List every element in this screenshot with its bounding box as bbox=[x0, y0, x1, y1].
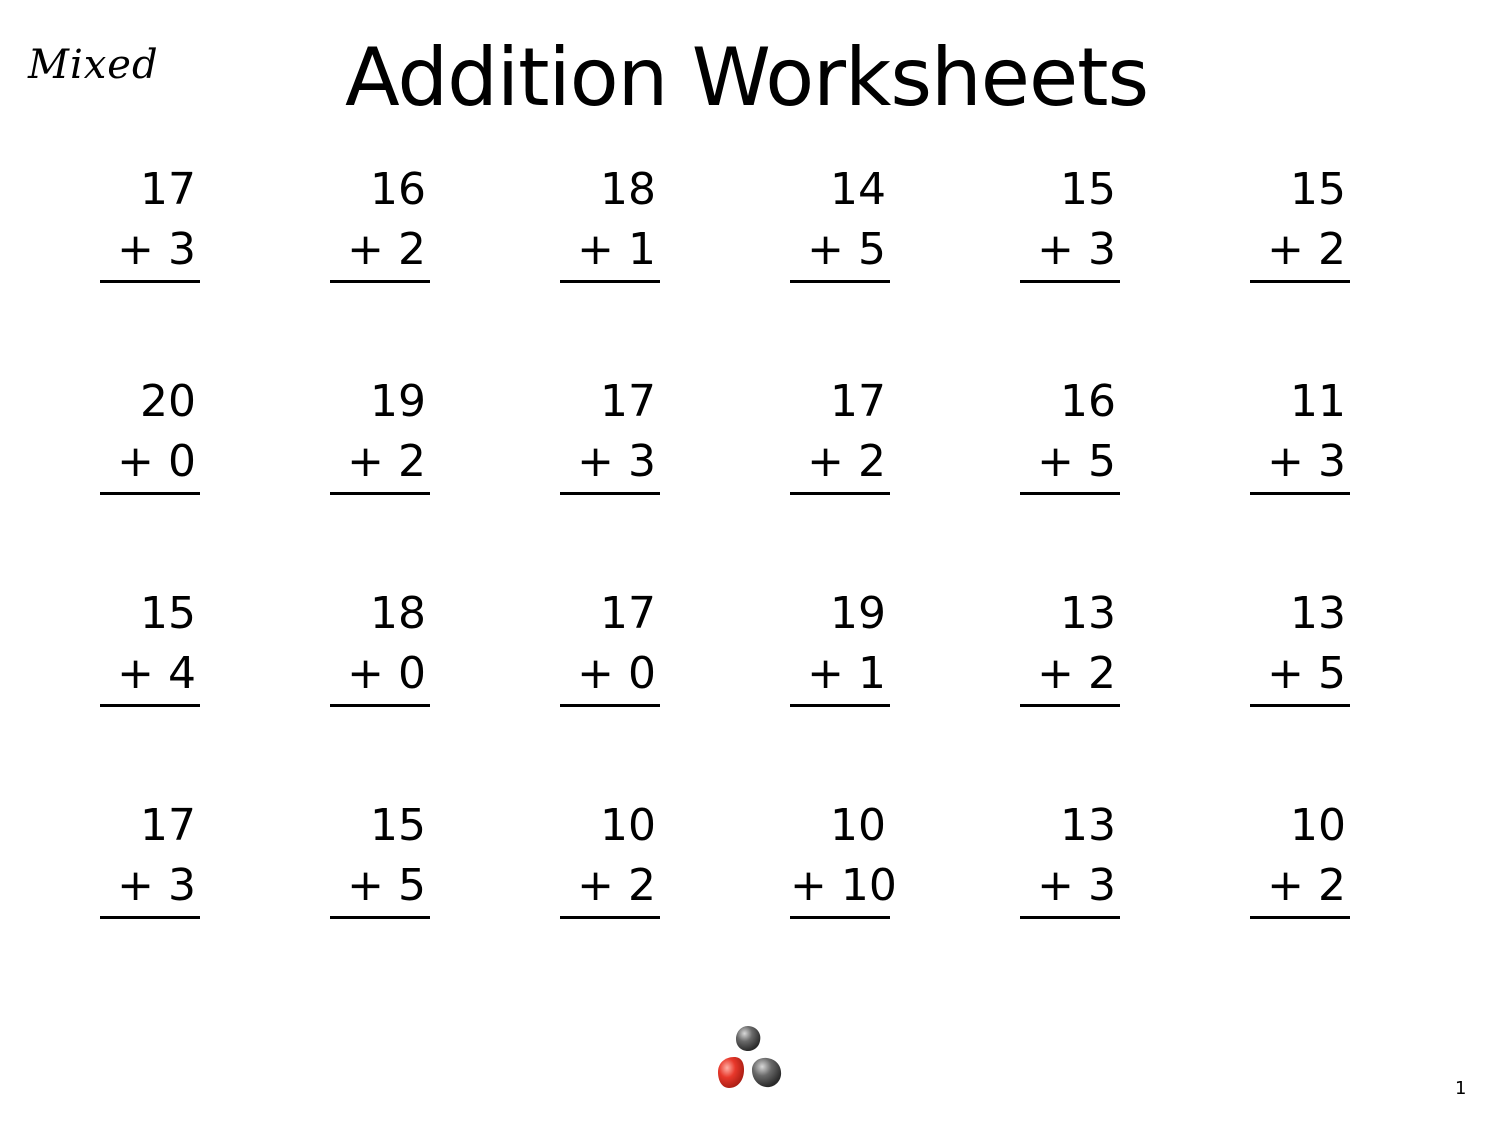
logo-drop-right bbox=[752, 1058, 781, 1087]
problem-addend: + 3 bbox=[1250, 432, 1350, 495]
problem-addend: + 2 bbox=[330, 432, 430, 495]
problem-addend: + 2 bbox=[560, 856, 660, 919]
problem-addend: + 5 bbox=[790, 220, 890, 283]
problem-addend: + 0 bbox=[330, 644, 430, 707]
problem-addend: + 1 bbox=[790, 644, 890, 707]
problem-addend: + 3 bbox=[100, 856, 200, 919]
problem-addend: + 5 bbox=[1020, 432, 1120, 495]
problem-top-number: 10 bbox=[600, 800, 656, 851]
problem-top-number: 18 bbox=[370, 588, 426, 639]
problem-addend: + 1 bbox=[560, 220, 660, 283]
problem-item bbox=[1250, 796, 1350, 1008]
problem-item bbox=[330, 584, 430, 796]
problem-top-number: 16 bbox=[370, 164, 426, 215]
problem-top-number: 11 bbox=[1290, 376, 1346, 427]
problem-item bbox=[330, 160, 430, 372]
problem-top-number: 13 bbox=[1290, 588, 1346, 639]
problem-item bbox=[1020, 796, 1120, 1008]
problem-addend: + 3 bbox=[560, 432, 660, 495]
problem-item bbox=[790, 584, 890, 796]
problem-addend: + 0 bbox=[100, 432, 200, 495]
problem-top-number: 17 bbox=[140, 164, 196, 215]
problem-top-number: 13 bbox=[1060, 588, 1116, 639]
problem-addend: + 2 bbox=[1020, 644, 1120, 707]
problem-item bbox=[790, 372, 890, 584]
problem-grid bbox=[100, 160, 1480, 1008]
problem-addend: + 0 bbox=[560, 644, 660, 707]
problem-top-number: 10 bbox=[830, 800, 886, 851]
problem-item bbox=[1020, 584, 1120, 796]
problem-top-number: 15 bbox=[370, 800, 426, 851]
problem-item bbox=[560, 160, 660, 372]
problem-top-number: 15 bbox=[1290, 164, 1346, 215]
problem-item bbox=[560, 372, 660, 584]
problem-item bbox=[1250, 584, 1350, 796]
problem-addend: + 2 bbox=[1250, 220, 1350, 283]
problem-item bbox=[100, 796, 200, 1008]
problem-item bbox=[560, 796, 660, 1008]
problem-item bbox=[1020, 372, 1120, 584]
worksheet-tag: Mixed bbox=[28, 42, 159, 88]
drops-logo-icon bbox=[710, 1022, 786, 1092]
logo-drop-top bbox=[736, 1026, 760, 1051]
problem-top-number: 17 bbox=[600, 588, 656, 639]
page-number: 1 bbox=[1455, 1078, 1467, 1099]
problem-item bbox=[100, 372, 200, 584]
problem-top-number: 19 bbox=[370, 376, 426, 427]
problem-item bbox=[1250, 160, 1350, 372]
problem-item bbox=[1250, 372, 1350, 584]
problem-top-number: 17 bbox=[830, 376, 886, 427]
problem-item bbox=[330, 796, 430, 1008]
problem-top-number: 19 bbox=[830, 588, 886, 639]
page-title: Addition Worksheets bbox=[345, 31, 1149, 124]
problem-item bbox=[100, 584, 200, 796]
problem-addend: + 3 bbox=[1020, 220, 1120, 283]
problem-item bbox=[330, 372, 430, 584]
problem-item bbox=[560, 584, 660, 796]
problem-addend: + 5 bbox=[1250, 644, 1350, 707]
problem-top-number: 10 bbox=[1290, 800, 1346, 851]
problem-top-number: 17 bbox=[140, 800, 196, 851]
problem-top-number: 14 bbox=[830, 164, 886, 215]
problem-top-number: 15 bbox=[140, 588, 196, 639]
problem-addend: + 2 bbox=[790, 432, 890, 495]
problem-top-number: 15 bbox=[1060, 164, 1116, 215]
problem-addend: + 2 bbox=[1250, 856, 1350, 919]
problem-item bbox=[790, 160, 890, 372]
problem-addend: + 3 bbox=[100, 220, 200, 283]
problem-top-number: 13 bbox=[1060, 800, 1116, 851]
problem-top-number: 17 bbox=[600, 376, 656, 427]
problem-addend: + 4 bbox=[100, 644, 200, 707]
problem-addend: + 10 bbox=[790, 856, 890, 919]
problem-top-number: 16 bbox=[1060, 376, 1116, 427]
problem-addend: + 3 bbox=[1020, 856, 1120, 919]
problem-item bbox=[790, 796, 897, 1008]
problem-top-number: 18 bbox=[600, 164, 656, 215]
problem-addend: + 5 bbox=[330, 856, 430, 919]
problem-item bbox=[100, 160, 200, 372]
problem-addend: + 2 bbox=[330, 220, 430, 283]
problem-top-number: 20 bbox=[140, 376, 196, 427]
problem-item bbox=[1020, 160, 1120, 372]
logo-drop-red bbox=[718, 1057, 744, 1088]
